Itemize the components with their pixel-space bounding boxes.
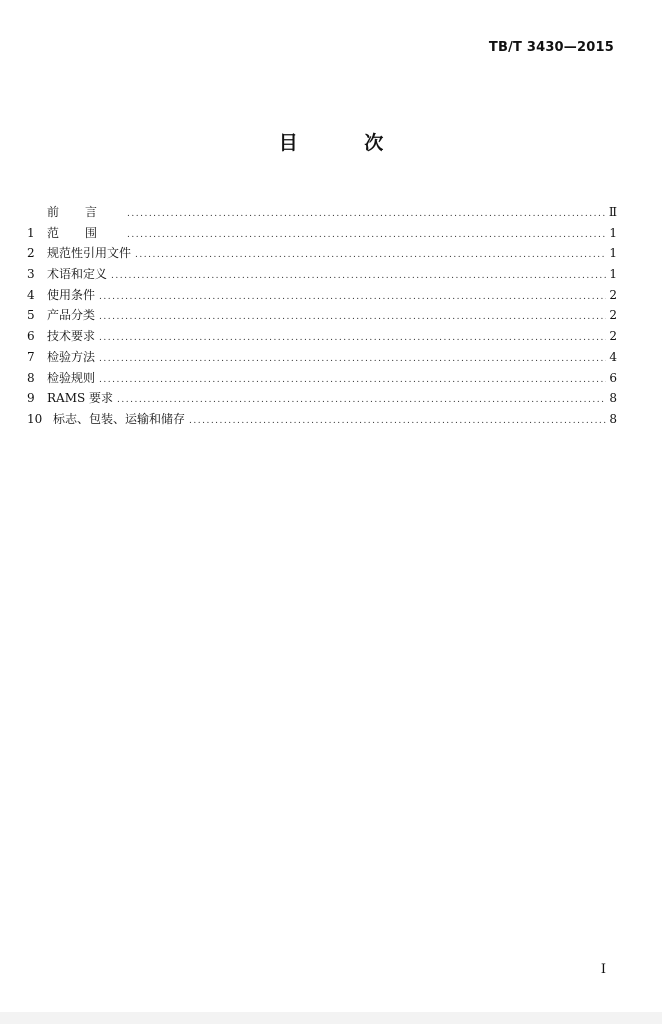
toc-entry-page: 8 bbox=[609, 411, 617, 426]
toc-leader-dots bbox=[135, 250, 606, 260]
toc-entry-number: 4 bbox=[27, 287, 35, 302]
toc-entry-page: 1 bbox=[609, 246, 617, 261]
toc-entry-number: 6 bbox=[27, 329, 35, 344]
toc-entry-page: Ⅱ bbox=[608, 205, 617, 219]
toc-entry-label: 检验方法 bbox=[47, 349, 96, 364]
toc-entry-page: 2 bbox=[609, 329, 617, 344]
page-number: Ⅰ bbox=[600, 962, 606, 977]
toc-leader-dots bbox=[99, 375, 606, 385]
toc-entry-terms[interactable] bbox=[27, 265, 617, 286]
toc-leader-dots bbox=[99, 292, 606, 302]
toc-leader-dots bbox=[99, 333, 606, 343]
toc-entry-number: 9 bbox=[27, 391, 35, 406]
toc-entry-page: 1 bbox=[609, 225, 617, 240]
toc-entry-foreword[interactable] bbox=[27, 203, 617, 224]
toc-entry-marking-packaging[interactable] bbox=[27, 410, 617, 431]
toc-entry-test-methods[interactable] bbox=[27, 348, 617, 369]
toc-entry-label: RAMS 要求 bbox=[47, 391, 114, 406]
toc-entry-number: 2 bbox=[27, 246, 35, 261]
toc-leader-dots bbox=[99, 312, 606, 322]
table-of-contents bbox=[27, 203, 617, 431]
toc-entry-label: 使用条件 bbox=[47, 287, 96, 302]
toc-entry-page: 2 bbox=[609, 287, 617, 302]
toc-entry-rams[interactable] bbox=[27, 389, 617, 410]
toc-entry-page: 8 bbox=[609, 391, 617, 406]
toc-entry-label: 术语和定义 bbox=[47, 267, 108, 282]
bottom-scan-band bbox=[0, 1012, 662, 1024]
toc-entry-inspection-rules[interactable] bbox=[27, 369, 617, 390]
toc-leader-dots bbox=[99, 354, 606, 364]
toc-leader-dots bbox=[117, 395, 606, 405]
toc-entry-requirements[interactable] bbox=[27, 327, 617, 348]
toc-entry-label: 范围 bbox=[47, 225, 124, 240]
toc-entry-normative-references[interactable] bbox=[27, 244, 617, 265]
toc-entry-label: 产品分类 bbox=[47, 308, 96, 323]
page-title: 目 次 bbox=[278, 132, 414, 154]
toc-entry-page: 4 bbox=[609, 349, 617, 364]
toc-entry-number: 1 bbox=[27, 225, 35, 240]
toc-entry-number: 5 bbox=[27, 308, 35, 323]
toc-entry-label: 标志、包装、运输和储存 bbox=[53, 411, 186, 426]
toc-entry-number: 8 bbox=[27, 370, 35, 385]
toc-entry-label: 技术要求 bbox=[47, 329, 96, 344]
toc-entry-scope[interactable] bbox=[27, 224, 617, 245]
toc-entry-page: 2 bbox=[609, 308, 617, 323]
toc-leader-dots bbox=[127, 230, 606, 240]
toc-entry-label: 规范性引用文件 bbox=[47, 246, 132, 261]
toc-entry-page: 6 bbox=[609, 370, 617, 385]
toc-leader-dots bbox=[127, 209, 606, 219]
toc-entry-number: 7 bbox=[27, 349, 35, 364]
toc-entry-conditions[interactable] bbox=[27, 286, 617, 307]
toc-entry-page: 1 bbox=[609, 267, 617, 282]
toc-entry-label: 检验规则 bbox=[47, 370, 96, 385]
toc-leader-dots bbox=[189, 416, 606, 426]
standard-code: TB/T 3430—2015 bbox=[488, 40, 614, 55]
toc-entry-classification[interactable] bbox=[27, 306, 617, 327]
toc-entry-number: 3 bbox=[27, 267, 35, 282]
toc-entry-label: 前言 bbox=[47, 205, 124, 219]
toc-entry-number: 10 bbox=[27, 411, 43, 426]
toc-leader-dots bbox=[111, 271, 606, 281]
